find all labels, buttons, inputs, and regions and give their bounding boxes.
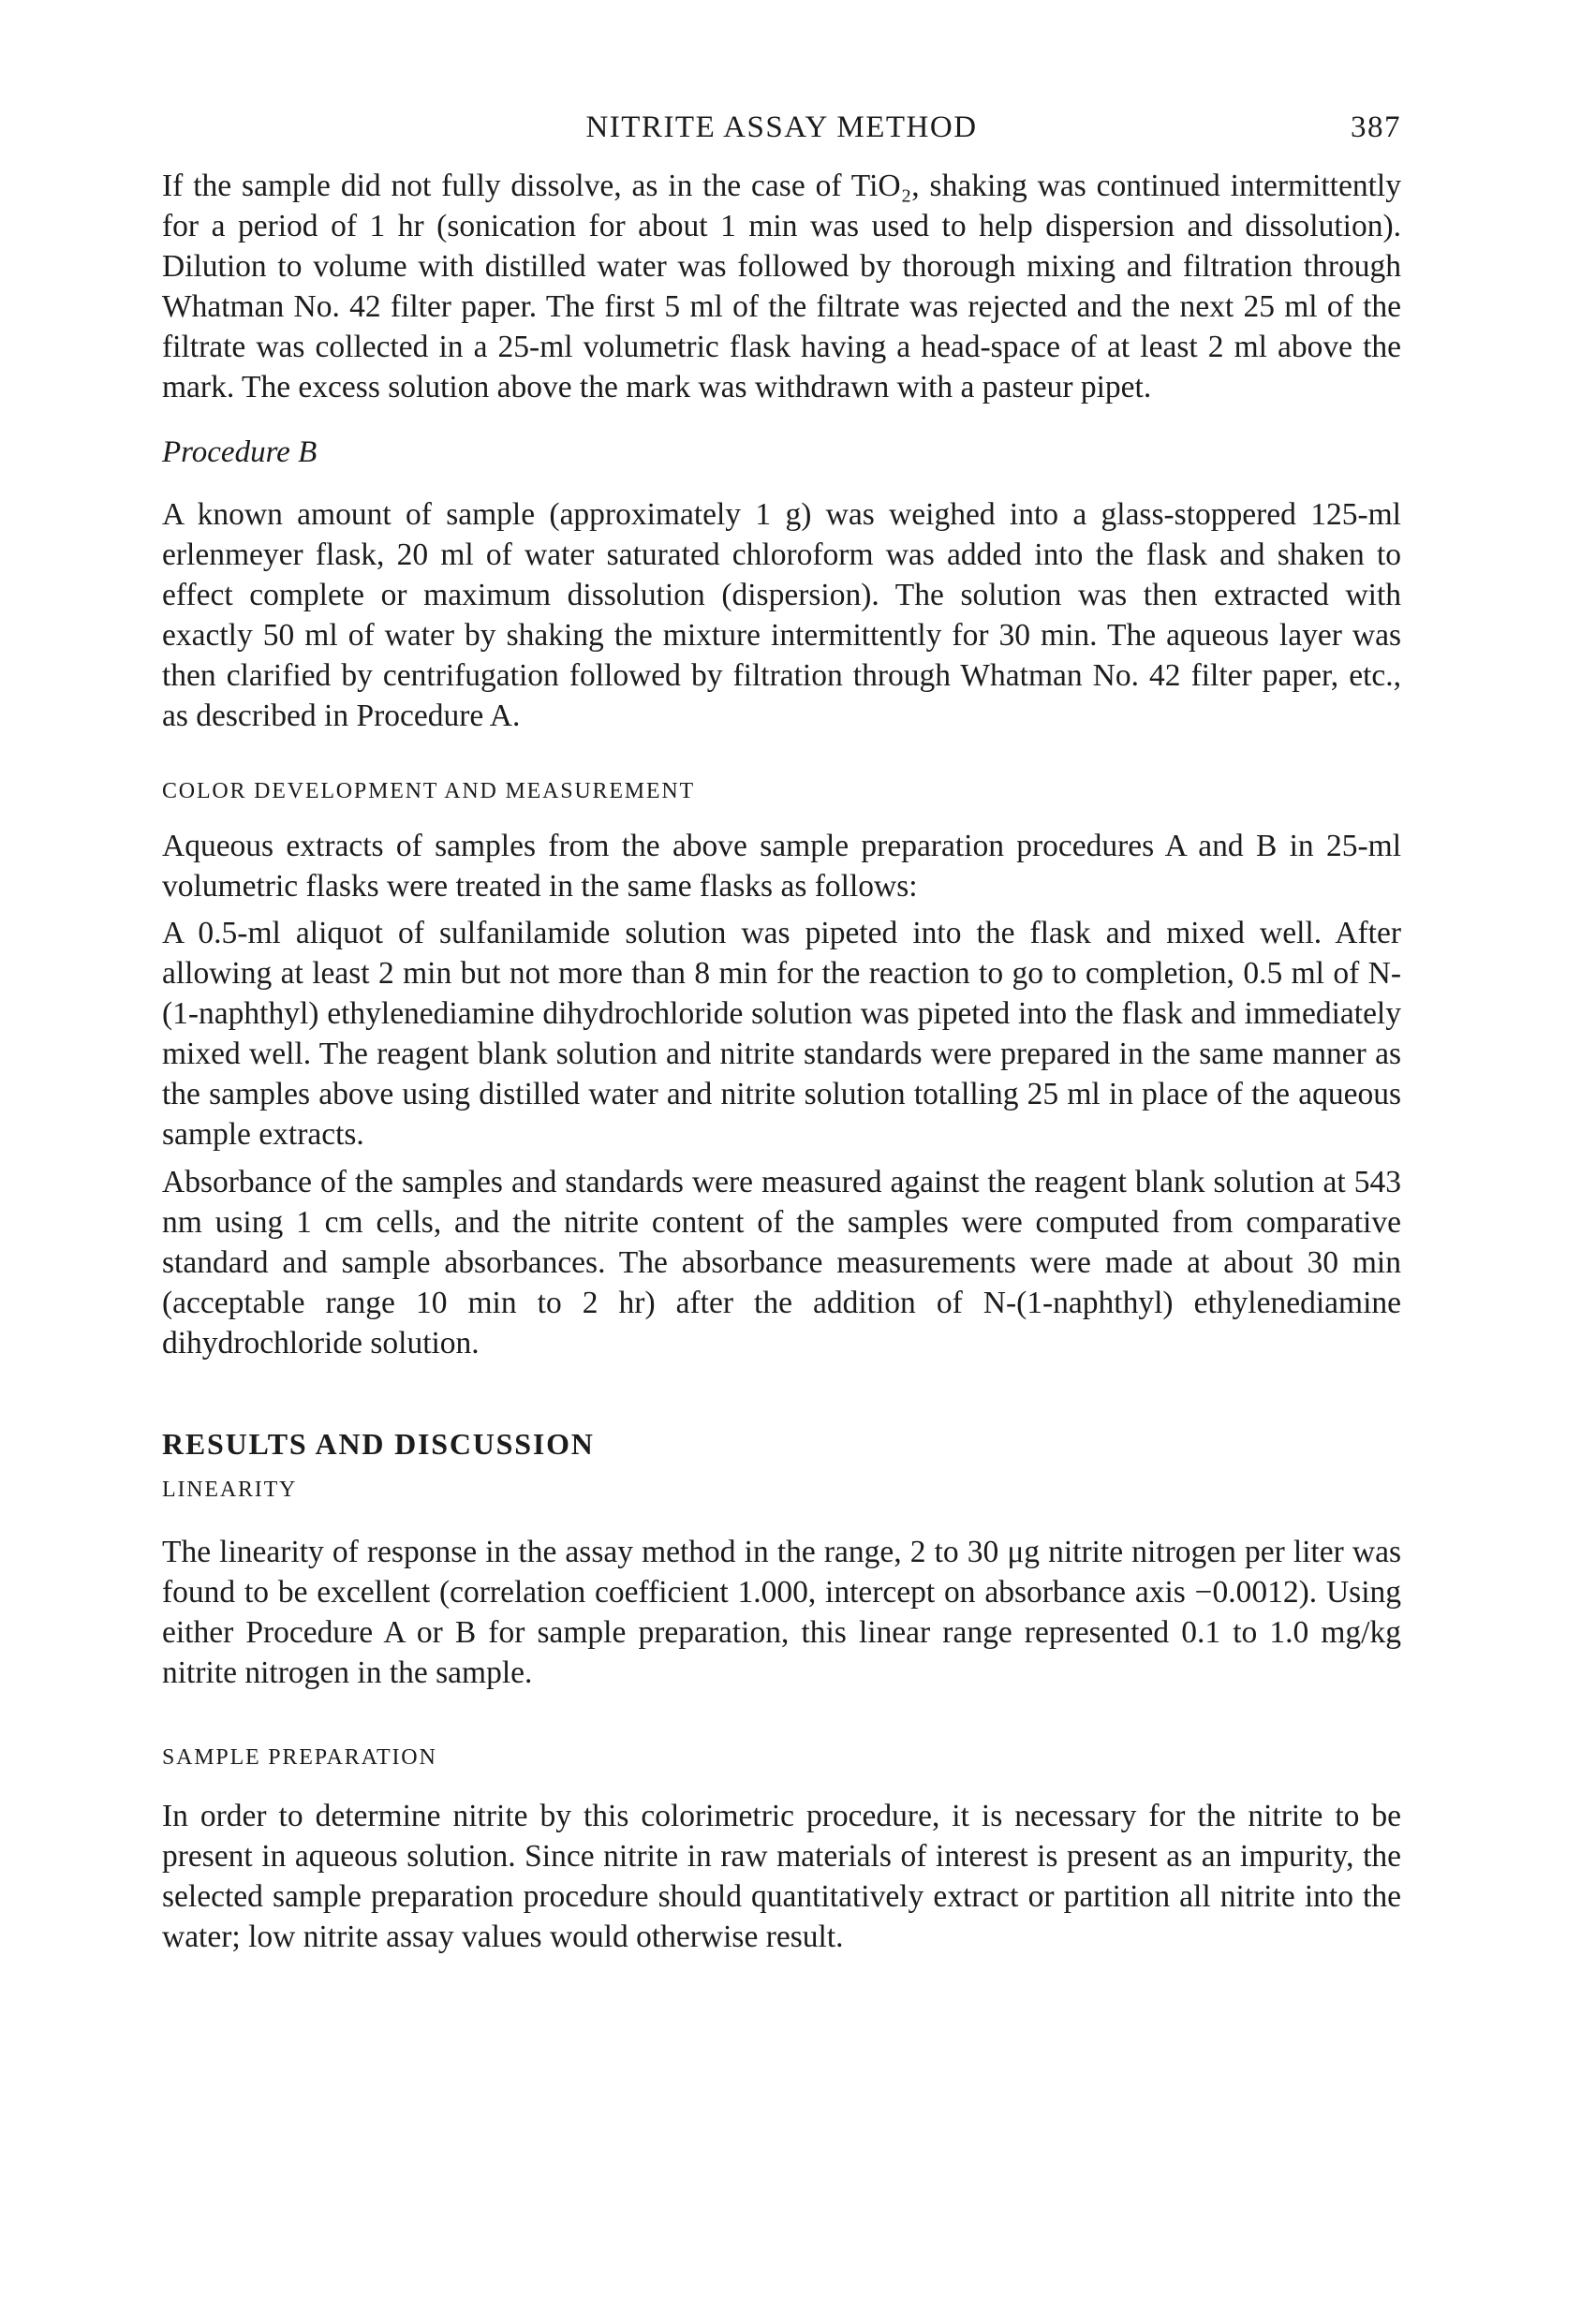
color-paragraph-2: A 0.5-ml aliquot of sulfanilamide solution was pipeted into the flask and mixed well. After allowing at least 2 min but not more than 8 min for the reaction to go to completion, 0.5 ml of N-(1-naphthyl) ethylenediamine dihydrochloride solution was pipeted into the flask and immediately mixed well. The reagent blank solution and nitrite standards were prepared in the same manner as the samples above using distilled water and nitrite solution totalling 25 ml in place of the aqueous sample extracts. (162, 916, 1401, 1152)
linearity-paragraph: The linearity of response in the assay method in the range, 2 to 30 μg nitrite nitrogen per liter was found to be excellent (correlation coefficient 1.000, intercept on absorbance axis −0.0012). Using either Procedure A or B for sample preparation, this linear range represented 0.1 to 1.0 mg/kg nitrite nitrogen in the sample. (162, 1535, 1401, 1690)
running-header (162, 110, 1401, 157)
procedure-b-heading: Procedure B (162, 435, 318, 469)
page-number: 387 (1351, 110, 1401, 144)
sample-preparation-paragraph: In order to determine nitrite by this colorimetric procedure, it is necessary for the nitrite to be present in aqueous solution. Since nitrite in raw materials of interest is present as an impurity, the selected sample preparation procedure should quantitatively extract or partition all nitrite into the water; low nitrite assay values would otherwise result. (162, 1799, 1401, 1954)
sample-preparation-heading: SAMPLE PREPARATION (162, 1745, 437, 1770)
color-paragraph-1: Aqueous extracts of samples from the above sample preparation procedures A and B in 25-ml volumetric flasks were treated in the same flasks as follows: (162, 829, 1401, 904)
paragraph-dissolution: If the sample did not fully dissolve, as in the case of TiO₂, shaking was continued intermittently for a period of 1 hr (sonication for about 1 min was used to help dispersion and dissolution). Dilution to volume with distilled water was followed by thorough mixing and filtration through Whatman No. 42 filter paper. The first 5 ml of the filtrate was rejected and the next 25 ml of the filtrate was collected in a 25-ml volumetric flask having a head-space of at least 2 ml above the mark. The excess solution above the mark was withdrawn with a pasteur pipet. (162, 169, 1401, 404)
linearity-heading: LINEARITY (162, 1478, 298, 1502)
results-discussion-heading: RESULTS AND DISCUSSION (162, 1427, 595, 1461)
color-development-heading: COLOR DEVELOPMENT AND MEASUREMENT (162, 779, 695, 803)
page (162, 110, 1401, 1957)
procedure-b-paragraph: A known amount of sample (approximately 1 g) was weighed into a glass-stoppered 125-ml erlenmeyer flask, 20 ml of water saturated chloroform was added into the flask and shaken to effect complete or maximum dissolution (dispersion). The solution was then extracted with exactly 50 ml of water by shaking the mixture intermittently for 30 min. The aqueous layer was then clarified by centrifugation followed by filtration through Whatman No. 42 filter paper, etc., as described in Procedure A. (162, 497, 1401, 733)
color-paragraph-3: Absorbance of the samples and standards were measured against the reagent blank solution at 543 nm using 1 cm cells, and the nitrite content of the samples were computed from comparative standard and sample absorbances. The absorbance measurements were made at about 30 min (acceptable range 10 min to 2 hr) after the addition of N-(1-naphthyl) ethylenediamine dihydrochloride solution. (162, 1165, 1401, 1361)
running-title: NITRITE ASSAY METHOD (585, 110, 978, 144)
